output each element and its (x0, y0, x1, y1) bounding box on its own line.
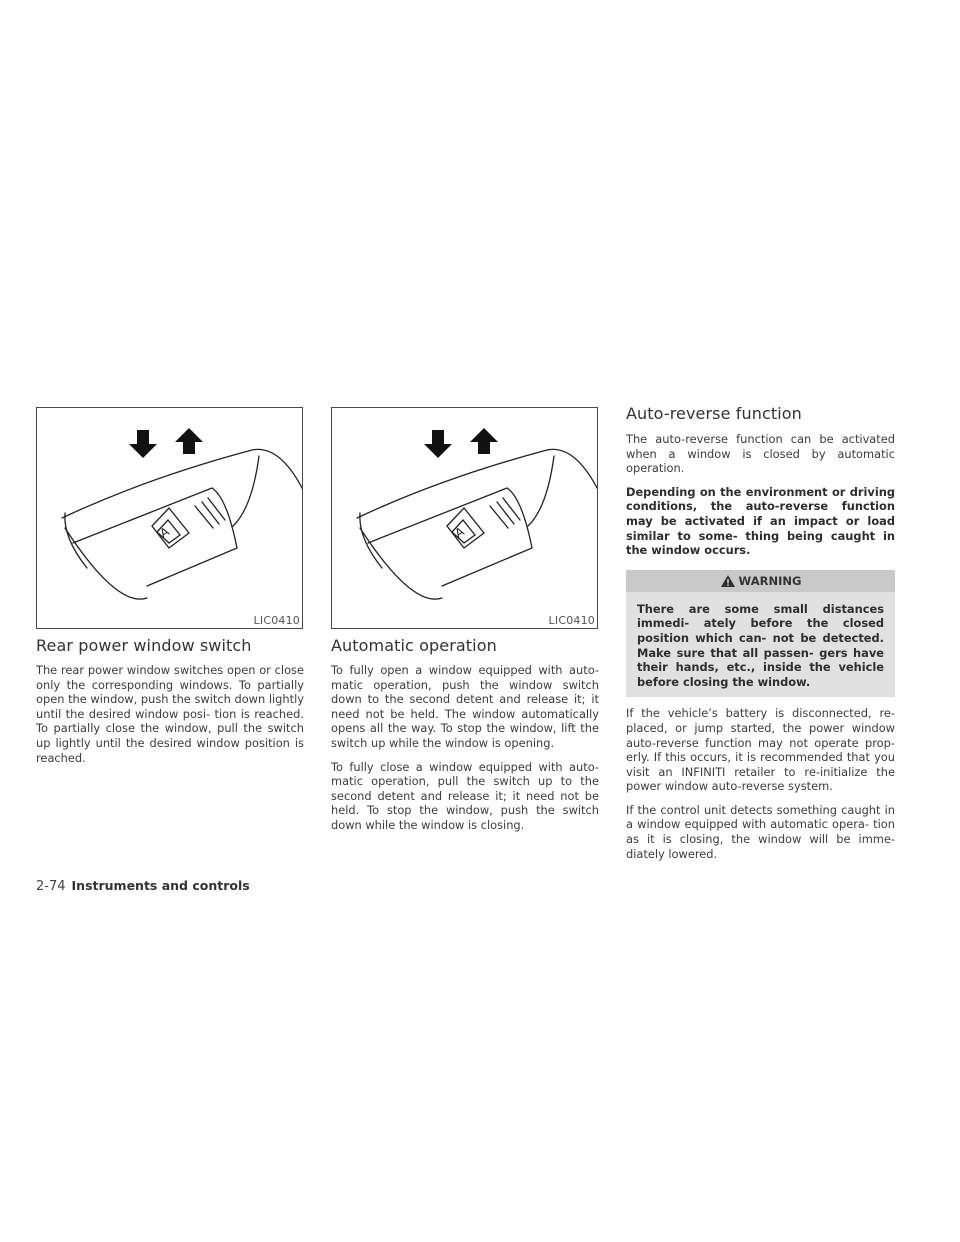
warning-triangle-icon (720, 574, 736, 588)
paragraph: If the vehicle’s battery is disconnected, re- placed, or jump started, the power window auto-reverse function may not operate prop- erly. If this occurs, it is recommended that you visit an INFINITI retailer to re-initialize the power window auto-reverse system. (626, 706, 895, 794)
figure-rear-window-switch (36, 407, 303, 629)
section-rear-power-window-switch (36, 636, 304, 774)
section-heading: Automatic operation (331, 636, 497, 655)
svg-text:A: A (157, 524, 172, 541)
warning-text: There are some small distances immedi- ately before the closed position which can- not be detected. Make sure that all passen- gers have their hands, etc., inside the vehicle before closing the window. (637, 601, 884, 689)
down-arrow-icon (424, 430, 452, 458)
figure-code: LIC0410 (548, 614, 595, 627)
paragraph: The rear power window switches open or close only the corresponding windows. To partially open the window, push the switch down lightly until the desired window posi- tion is reached. To partially close the window, pull the switch up lightly until the desired window position is reached. (36, 663, 304, 765)
window-switch-illustration (332, 408, 597, 628)
paragraph: To fully close a window equipped with auto- matic operation, pull the switch up to the second detent and release it; it need not be held. To stop the window, push the switch down while the window is closing. (331, 759, 599, 832)
up-arrow-icon (470, 428, 498, 454)
svg-text:A: A (452, 524, 467, 541)
section-heading: Auto-reverse function (626, 404, 802, 423)
section-auto-reverse-function (626, 404, 895, 870)
section-automatic-operation (331, 636, 599, 842)
warning-label: WARNING (738, 573, 802, 588)
window-switch-illustration (37, 408, 302, 628)
paragraph: If the control unit detects something caught in a window equipped with automatic opera- tion as it is closing, the window will be imme- diately lowered. (626, 802, 895, 861)
paragraph: The auto-reverse function can be activated when a window is closed by automatic operation. (626, 432, 895, 476)
page-footer (36, 878, 250, 894)
down-arrow-icon (129, 430, 157, 458)
figure-code: LIC0410 (253, 614, 300, 627)
bold-note: Depending on the environment or driving conditions, the auto-reverse function may be activated if an impact or load similar to some- thing being caught in the window occurs. (626, 484, 895, 558)
section-heading: Rear power window switch (36, 636, 252, 655)
warning-header (626, 570, 895, 592)
footer-section-title: Instruments and controls (71, 878, 250, 893)
warning-box (626, 570, 895, 698)
paragraph: To fully open a window equipped with auto- matic operation, push the window switch down to the second detent and release it; it need not be held. The window automatically opens all the way. To stop the window, lift the switch up while the window is opening. (331, 663, 599, 750)
page-number: 2-74 (36, 879, 66, 894)
up-arrow-icon (175, 428, 203, 454)
figure-automatic-operation (331, 407, 598, 629)
